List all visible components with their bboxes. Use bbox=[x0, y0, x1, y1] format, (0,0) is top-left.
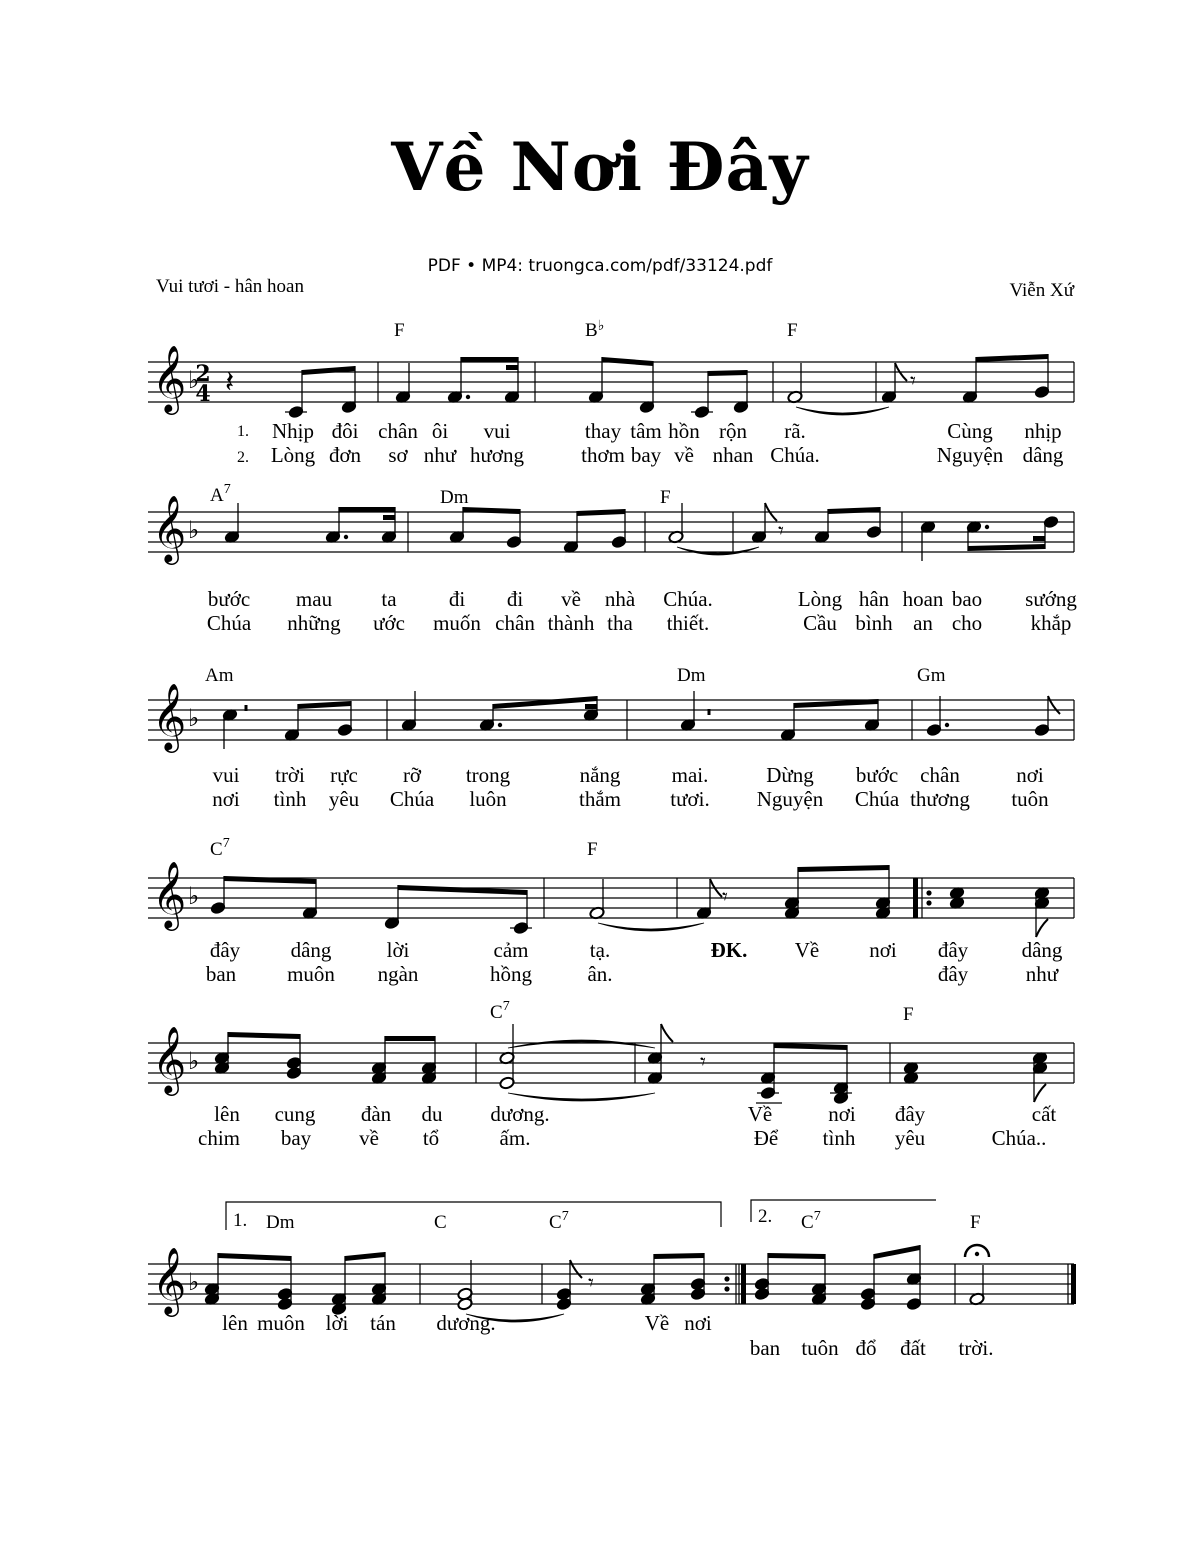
lyric-verse-2: thơm bbox=[581, 443, 625, 467]
eighth-rest-icon: 𝄾 bbox=[700, 1050, 706, 1075]
lyric-verse-2: yêu bbox=[894, 1126, 926, 1150]
time-signature-top: 2 bbox=[195, 361, 211, 387]
lyric-verse-1: nơi bbox=[828, 1102, 856, 1126]
chord-symbol: F bbox=[787, 320, 798, 341]
lyric-verse-2: về bbox=[674, 443, 694, 467]
lyric-verse-1: nhà bbox=[604, 587, 636, 611]
lyric-verse-1: đi bbox=[506, 587, 524, 611]
lyric-verse-1: cất bbox=[1031, 1102, 1057, 1126]
lyric-verse-1: nơi bbox=[684, 1311, 712, 1335]
lyric-verse-2: đơn bbox=[328, 443, 362, 467]
repeat-dot bbox=[926, 900, 931, 905]
lyric-verse-2: ban bbox=[205, 962, 237, 986]
lyric-verse-1: nơi bbox=[1016, 763, 1044, 787]
lyric-verse-2: yêu bbox=[328, 787, 360, 811]
chord-symbol: Dm bbox=[266, 1212, 295, 1233]
chord-symbol: C bbox=[434, 1212, 447, 1233]
chord-symbol: F bbox=[903, 1004, 914, 1025]
lyric-verse-2: hồng bbox=[490, 962, 532, 986]
tie-slur bbox=[508, 1093, 655, 1101]
lyric-verse-1: đàn bbox=[360, 1102, 392, 1126]
tie-slur bbox=[677, 547, 759, 555]
beam bbox=[798, 865, 889, 872]
beam bbox=[218, 1253, 291, 1261]
lyric-verse-2: Nguyện bbox=[756, 787, 824, 811]
lyric-verse-1: dâng bbox=[1021, 938, 1063, 962]
lyric-verse-1: chân bbox=[378, 419, 418, 443]
lyric-verse-2: trời. bbox=[958, 1336, 994, 1360]
augmentation-dot bbox=[985, 525, 989, 529]
fermata-dot bbox=[975, 1252, 979, 1256]
beam bbox=[654, 1253, 704, 1259]
lyric-verse-1: hồn bbox=[668, 419, 700, 443]
lyric-verse-1: cung bbox=[274, 1102, 316, 1126]
beam bbox=[461, 357, 518, 362]
lyric-verse-1: Về bbox=[794, 938, 820, 962]
chord-symbol: $C^7$ bbox=[490, 999, 510, 1023]
beam bbox=[708, 370, 747, 376]
lyric-verse-1: vui bbox=[483, 419, 511, 443]
lyric-verse-2: Cầu bbox=[803, 611, 837, 635]
lyric-verse-1: thay bbox=[584, 419, 622, 443]
lyric-verse-2: Chúa bbox=[854, 787, 900, 811]
volta-label: 1. bbox=[233, 1210, 248, 1231]
flat-key-signature: ♭ bbox=[188, 1268, 200, 1296]
beam bbox=[345, 1252, 385, 1261]
note-flag bbox=[1036, 919, 1048, 937]
beam bbox=[228, 1032, 300, 1039]
lyric-verse-1: rực bbox=[330, 763, 358, 787]
lyric-verse-2: tình bbox=[822, 1126, 856, 1150]
chord-symbol: B♭ bbox=[585, 319, 605, 341]
verse-number: 2. bbox=[237, 449, 249, 466]
lyric-verse-2: Chúa bbox=[389, 787, 435, 811]
lyric-verse-2: nhan bbox=[712, 443, 754, 467]
chord-symbol: Dm bbox=[440, 487, 469, 508]
flat-key-signature: ♭ bbox=[188, 516, 200, 544]
lyric-verse-1: Về bbox=[644, 1311, 670, 1335]
chord-symbol: $A^7$ bbox=[210, 482, 231, 506]
beam bbox=[768, 1253, 825, 1259]
beam bbox=[828, 507, 880, 514]
final-barline-thick bbox=[1071, 1264, 1076, 1304]
lyric-verse-2: muôn bbox=[287, 962, 335, 986]
lyric-verse-1: dâng bbox=[290, 938, 332, 962]
beam bbox=[976, 354, 1048, 362]
eighth-rest-icon: 𝄾 bbox=[722, 885, 728, 910]
lyric-verse-2: sơ bbox=[388, 443, 408, 467]
lyric-verse-1: rộn bbox=[719, 419, 747, 443]
flat-key-signature: ♭ bbox=[188, 704, 200, 732]
lyric-verse-1: vui bbox=[212, 763, 240, 787]
note-flag bbox=[661, 1024, 673, 1042]
lyric-verse-1: lời bbox=[386, 938, 410, 962]
treble-clef-icon: 𝄞 bbox=[152, 860, 187, 928]
repeat-start-thick bbox=[913, 878, 918, 918]
lyric-verse-2: thành bbox=[547, 611, 595, 635]
chord-symbol: Gm bbox=[917, 665, 946, 686]
verse-number: 1. bbox=[237, 423, 249, 440]
augmentation-dot bbox=[344, 535, 348, 539]
tie-slur bbox=[508, 1040, 655, 1048]
song-title: Về Nơi Đây bbox=[391, 128, 809, 206]
treble-clef-icon: 𝄞 bbox=[152, 1025, 187, 1093]
quarter-rest-icon: 𝄽 bbox=[225, 365, 235, 400]
lyric-verse-1: trời bbox=[275, 763, 305, 787]
chord-symbol: F bbox=[660, 487, 671, 508]
lyric-verse-2: Nguyện bbox=[936, 443, 1004, 467]
repeat-dot bbox=[724, 1286, 729, 1291]
lyric-verse-2: đổ bbox=[855, 1336, 877, 1360]
lyric-verse-1: nắng bbox=[579, 763, 621, 787]
chord-symbol: F bbox=[970, 1212, 981, 1233]
lyric-verse-2: ban bbox=[749, 1336, 781, 1360]
lyric-verse-1: đôi bbox=[331, 419, 359, 443]
lyric-verse-1: lời bbox=[325, 1311, 349, 1335]
chord-symbol: $C^7$ bbox=[210, 836, 230, 860]
lyric-verse-2: tuôn bbox=[801, 1336, 839, 1360]
chord-symbol: Dm bbox=[677, 665, 706, 686]
volta-bracket-1 bbox=[226, 1202, 721, 1230]
lyric-verse-1: đây bbox=[209, 938, 241, 962]
lyric-verse-2: nơi bbox=[212, 787, 240, 811]
note-flag bbox=[1048, 696, 1060, 714]
treble-clef-icon: 𝄞 bbox=[152, 344, 187, 412]
lyric-verse-1: Chúa. bbox=[663, 587, 713, 611]
note-flag bbox=[1034, 1084, 1046, 1102]
lyric-verse-1: hoan bbox=[902, 587, 944, 611]
lyric-verse-1: tạ. bbox=[589, 938, 611, 962]
beam bbox=[774, 1043, 847, 1050]
chord-symbol: $C^7$ bbox=[801, 1209, 821, 1233]
lyric-verse-2: đây bbox=[937, 962, 969, 986]
flat-key-signature: ♭ bbox=[188, 366, 200, 394]
lyric-verse-1: rỡ bbox=[402, 763, 422, 787]
lyric-verse-2: ân. bbox=[587, 962, 613, 986]
lyric-verse-1: Nhịp bbox=[272, 419, 314, 443]
lyric-verse-2: như bbox=[1025, 962, 1059, 986]
beam bbox=[874, 1245, 920, 1259]
lyric-verse-1: dương. bbox=[490, 1102, 550, 1126]
lyric-verse-2: thiết. bbox=[666, 611, 710, 635]
beam bbox=[577, 509, 625, 516]
lyric-verse-2: chân bbox=[495, 611, 535, 635]
augmentation-dot bbox=[466, 395, 470, 399]
chord-symbol: F bbox=[394, 320, 405, 341]
lyric-verse-1: Lòng bbox=[797, 587, 843, 611]
lyric-verse-1: dương. bbox=[436, 1311, 496, 1335]
lyric-verse-1: hân bbox=[858, 587, 890, 611]
lyric-verse-1: tán bbox=[370, 1311, 396, 1335]
lyric-verse-1: muôn bbox=[257, 1311, 305, 1335]
lyric-verse-1: Về bbox=[747, 1102, 773, 1126]
lyric-verse-2: ấm. bbox=[499, 1126, 531, 1150]
lyric-verse-2: Để bbox=[753, 1126, 779, 1150]
lyric-verse-2: về bbox=[359, 1126, 379, 1150]
lyric-verse-2: Chúa.. bbox=[991, 1126, 1047, 1150]
lyric-verse-1: rã. bbox=[784, 419, 806, 443]
repeat-end-thick bbox=[741, 1264, 746, 1304]
lyric-verse-2: tươi. bbox=[670, 787, 710, 811]
beam bbox=[224, 876, 316, 884]
source-link[interactable]: PDF • MP4: truongca.com/pdf/33124.pdf bbox=[427, 256, 773, 276]
beam-sixteenth bbox=[506, 365, 518, 370]
lyric-verse-1: đây bbox=[894, 1102, 926, 1126]
lyric-verse-2: thương bbox=[910, 787, 970, 811]
volta-label: 2. bbox=[758, 1206, 773, 1227]
beam bbox=[493, 696, 597, 709]
lyric-verse-2: thắm bbox=[579, 787, 621, 811]
lyric-verse-1: nhịp bbox=[1024, 419, 1062, 443]
lyric-verse-1: bước bbox=[855, 763, 899, 787]
lyric-verse-1: lên bbox=[214, 1102, 240, 1126]
lyric-verse-1: ôi bbox=[431, 419, 449, 443]
lyric-verse-2: muốn bbox=[433, 611, 481, 635]
flat-key-signature: ♭ bbox=[188, 882, 200, 910]
lyric-verse-1: về bbox=[561, 587, 581, 611]
tie-slur bbox=[598, 923, 704, 931]
lyric-verse-2: Lòng bbox=[270, 443, 316, 467]
beam bbox=[463, 507, 520, 514]
beam bbox=[302, 366, 355, 375]
lyric-verse-2: chim bbox=[198, 1126, 240, 1150]
lyric-verse-2: dâng bbox=[1022, 443, 1064, 467]
beam-sixteenth bbox=[1033, 536, 1045, 541]
lyric-verse-1: sướng bbox=[1025, 587, 1077, 611]
lyric-verse-2: cho bbox=[951, 611, 983, 635]
eighth-rest-icon: 𝄾 bbox=[910, 369, 916, 394]
lyric-verse-1: du bbox=[421, 1102, 443, 1126]
lyric-verse-1: bao bbox=[951, 587, 983, 611]
augmentation-dot bbox=[498, 723, 502, 727]
beam bbox=[339, 507, 395, 512]
lyric-verse-1: cảm bbox=[493, 938, 529, 962]
lyric-verse-1: ta bbox=[381, 587, 397, 611]
beam-sixteenth bbox=[383, 515, 395, 520]
lyric-verse-2: tổ bbox=[422, 1126, 440, 1150]
repeat-dot bbox=[724, 1276, 729, 1281]
lyric-verse-1: tâm bbox=[630, 419, 662, 443]
chord-symbol: $C^7$ bbox=[549, 1209, 569, 1233]
lyric-verse-1: nơi bbox=[869, 938, 897, 962]
lyric-verse-1: Cùng bbox=[947, 419, 993, 443]
lyric-verse-2: tha bbox=[607, 611, 633, 635]
lyric-verse-2: bình bbox=[855, 611, 893, 635]
lyric-verse-2: an bbox=[913, 611, 933, 635]
beam bbox=[968, 544, 1045, 551]
beam bbox=[398, 885, 527, 895]
treble-clef-icon: 𝄞 bbox=[152, 1246, 187, 1314]
chord-symbol: F bbox=[587, 839, 598, 860]
chord-symbol: Am bbox=[205, 665, 234, 686]
augmentation-dot bbox=[945, 723, 949, 727]
tie-slur bbox=[796, 407, 889, 415]
lyric-verse-2: luôn bbox=[469, 787, 507, 811]
eighth-rest-icon: 𝄾 bbox=[778, 519, 784, 544]
tempo-marking: Vui tươi - hân hoan bbox=[156, 276, 304, 297]
lyric-verse-2: khắp bbox=[1030, 611, 1072, 635]
lyric-verse-2: Chúa bbox=[206, 611, 252, 635]
lyric-verse-2: hương bbox=[470, 443, 524, 467]
lyric-verse-1: mau bbox=[295, 587, 333, 611]
beam bbox=[385, 1036, 435, 1041]
lyric-verse-1: mai. bbox=[671, 763, 709, 787]
volta-bracket-2 bbox=[751, 1200, 936, 1222]
lyric-verse-1: đây bbox=[937, 938, 969, 962]
lyric-verse-2: tình bbox=[273, 787, 307, 811]
beam bbox=[602, 357, 653, 366]
composer: Viễn Xứ bbox=[1009, 280, 1074, 301]
lyric-verse-1: Dừng bbox=[766, 763, 814, 787]
time-signature-bottom: 4 bbox=[195, 381, 211, 407]
lyric-verse-2: Chúa. bbox=[770, 443, 820, 467]
lyric-verse-2: ngàn bbox=[377, 962, 419, 986]
lyric-verse-2: bay bbox=[280, 1126, 312, 1150]
flat-key-signature: ♭ bbox=[188, 1047, 200, 1075]
lyric-verse-2: những bbox=[287, 611, 341, 635]
repeat-dot bbox=[926, 890, 931, 895]
beam bbox=[298, 701, 351, 709]
lyric-verse-2: như bbox=[423, 443, 457, 467]
lyric-verse-1: bước bbox=[207, 587, 251, 611]
lyric-verse-2: đất bbox=[900, 1336, 926, 1360]
note-flag bbox=[570, 1260, 582, 1278]
treble-clef-icon: 𝄞 bbox=[152, 682, 187, 750]
lyric-verse-1: ĐK. bbox=[710, 938, 748, 962]
lyric-verse-2: bay bbox=[630, 443, 662, 467]
beam-sixteenth bbox=[585, 704, 597, 709]
lyric-verse-2: tuôn bbox=[1011, 787, 1049, 811]
lyric-verse-1: chân bbox=[920, 763, 960, 787]
lyric-verse-2: ước bbox=[373, 611, 405, 635]
lyric-verse-1: đi bbox=[448, 587, 466, 611]
lyric-verse-1: trong bbox=[465, 763, 511, 787]
eighth-rest-icon: 𝄾 bbox=[588, 1271, 594, 1296]
lyric-verse-1: lên bbox=[222, 1311, 248, 1335]
treble-clef-icon: 𝄞 bbox=[152, 494, 187, 562]
